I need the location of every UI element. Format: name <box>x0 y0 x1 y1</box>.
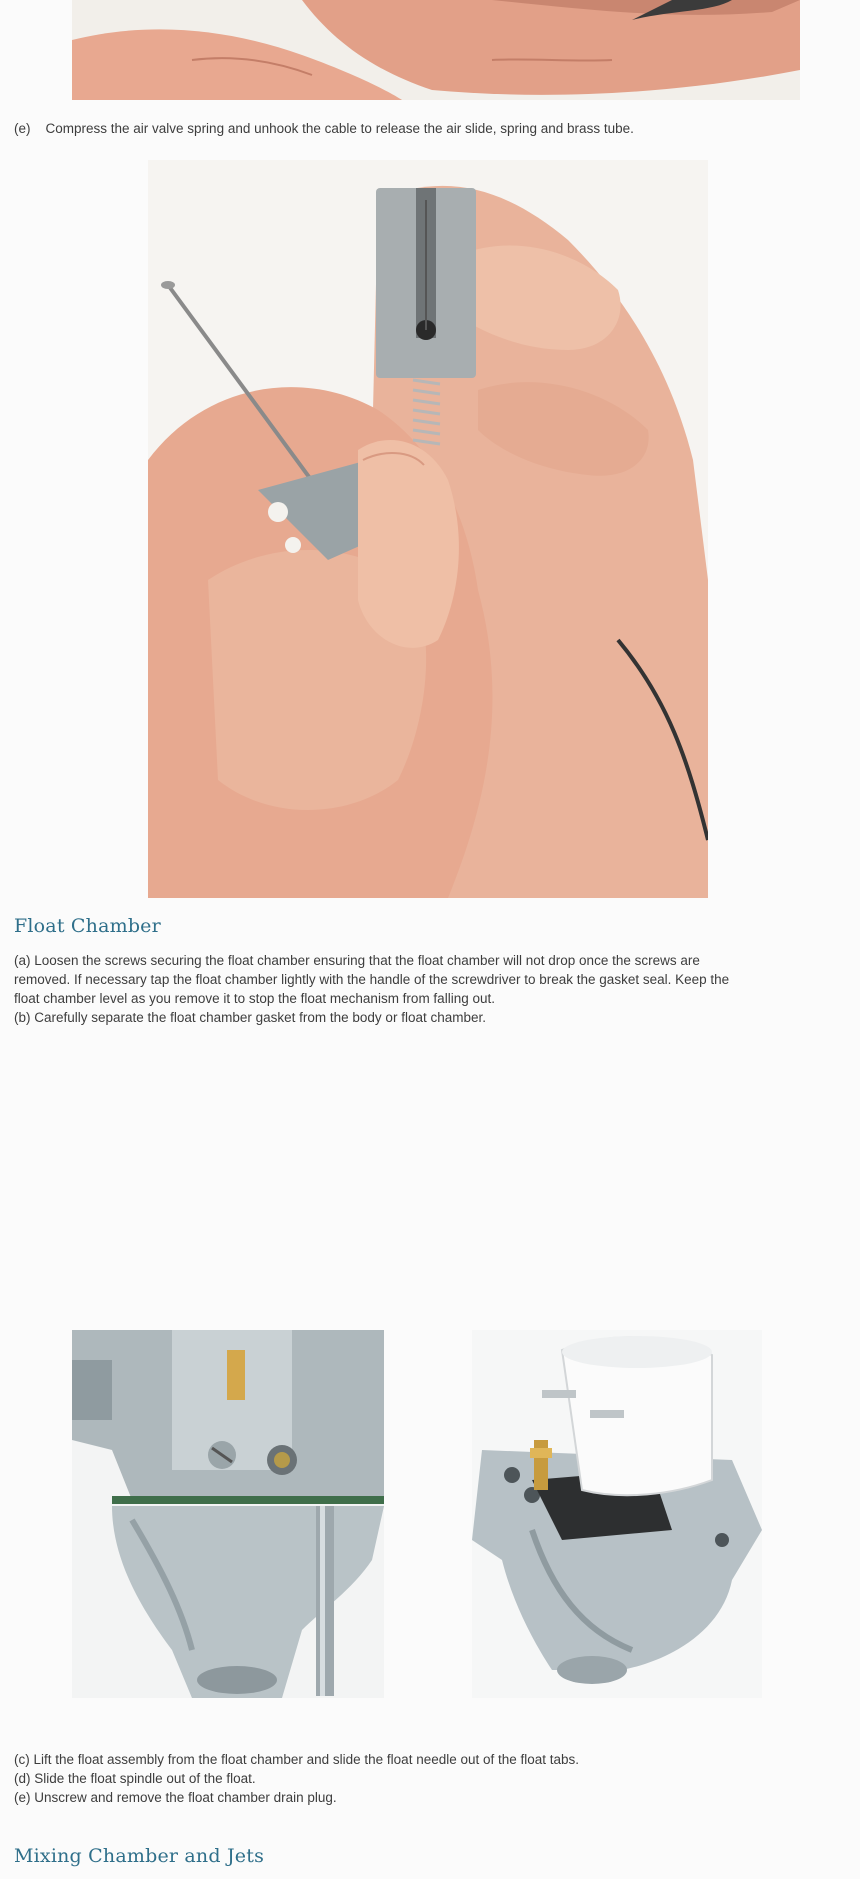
float-chamber-line: (a) Loosen the screws securing the float chamber ensuring that the float chamber will not drop once the screws are <box>14 953 700 968</box>
float-chamber-text <box>14 951 850 1027</box>
air-valve-photo <box>148 160 708 898</box>
caption-air-valve: (e) Compress the air valve spring and unhook the cable to release the air slide, spring and brass tube. <box>14 121 634 136</box>
float-chamber-line: (b) Carefully separate the float chamber gasket from the body or float chamber. <box>14 1010 486 1025</box>
float-step-line: (c) Lift the float assembly from the float chamber and slide the float needle out of the float tabs. <box>14 1752 580 1767</box>
float-step-line: (e) Unscrew and remove the float chamber drain plug. <box>14 1790 337 1805</box>
float-assembly-photo <box>472 1330 762 1698</box>
float-chamber-heading: Float Chamber <box>14 915 161 937</box>
mixing-chamber-heading: Mixing Chamber and Jets <box>14 1845 265 1867</box>
float-chamber-line: removed. If necessary tap the float chamber lightly with the handle of the screwdriver to break the gasket seal. Keep the <box>14 972 730 987</box>
float-step-line: (d) Slide the float spindle out of the float. <box>14 1771 256 1786</box>
float-chamber-line: float chamber level as you remove it to stop the float mechanism from falling out. <box>14 991 495 1006</box>
top-photo <box>72 0 800 100</box>
carburettor-body-photo <box>72 1330 384 1698</box>
float-steps-text <box>14 1750 850 1807</box>
